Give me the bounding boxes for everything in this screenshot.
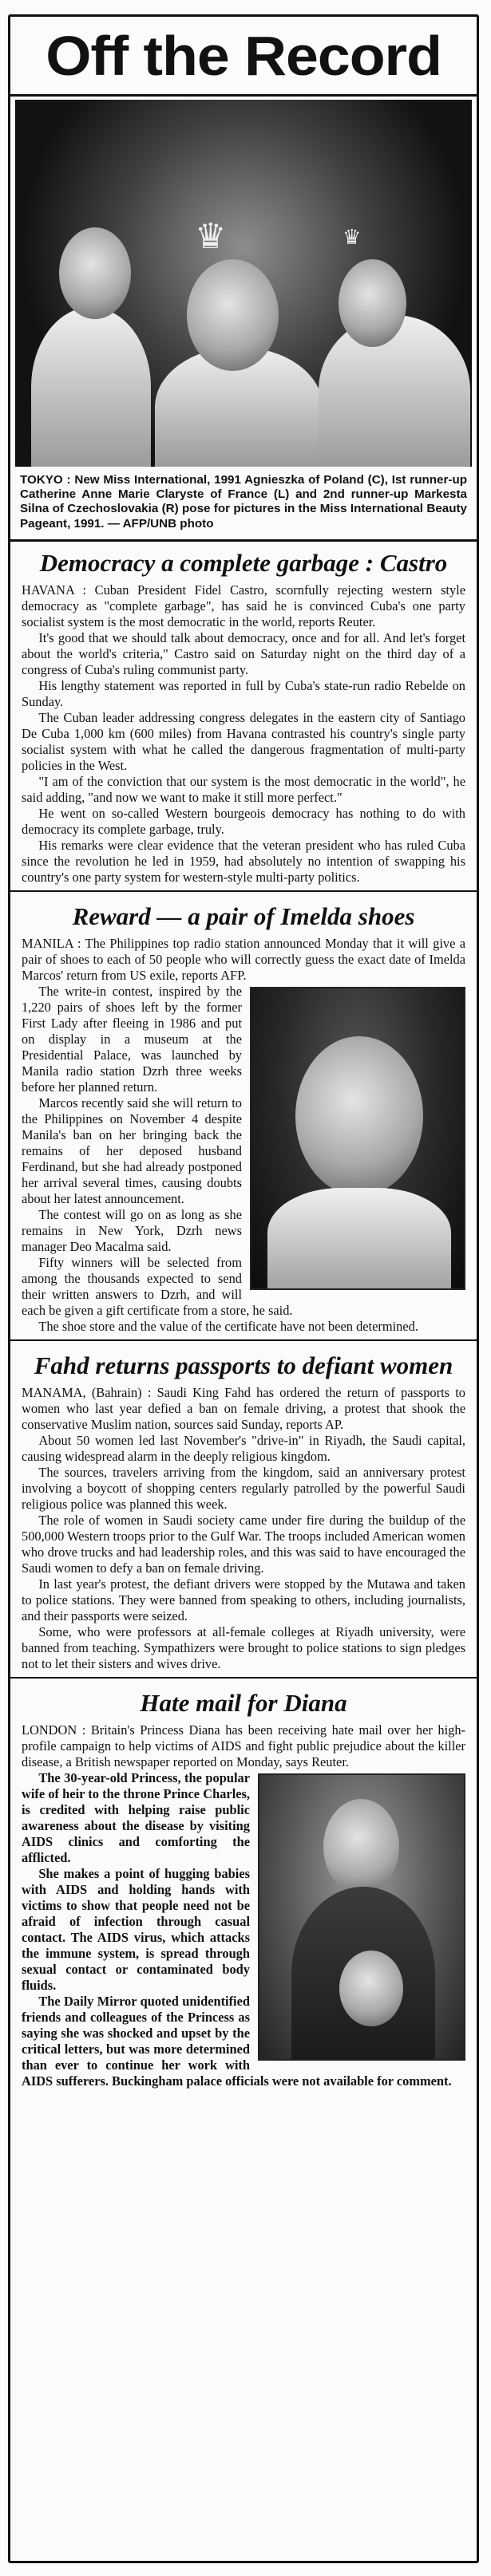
- left-contestant-figure: [31, 307, 151, 467]
- story-body: [10, 582, 477, 886]
- headline: Democracy a complete garbage : Castro: [39, 548, 448, 577]
- paragraph: The write-in contest, inspired by the 1,220 pairs of shoes left by the former First Lady after fleeing in 1986 and put on display in a museum at the Presidential Palace, was launched by Manila radio station Dzrh three weeks before her planned return.: [22, 983, 242, 1095]
- paragraph: Fifty winners will be selected from among the thousands expected to send their written answers to Dzrh, and will each be given a gift certificate from a store, he said.: [22, 1254, 293, 1319]
- paragraph: His remarks were clear evidence that the veteran president who has ruled Cuba since the revolution he led in 1959, had absolutely no intention of swapping his country's one party system for western-style multi-party politics.: [22, 837, 465, 885]
- story-body: [10, 1385, 477, 1672]
- paragraph: The shoe store and the value of the certificate have not been determined.: [38, 1319, 418, 1335]
- paragraph: LONDON : Britain's Princess Diana has been receiving hate mail over her high-profile campaign to help victims of AIDS and fight public prejudice about the killer disease, a British newspaper reported on Monday, says Reuter.: [22, 1722, 465, 1769]
- paragraph: The sources, travelers arriving from the kingdom, said an anniversary protest involving a boycott of shopping centers regularly patrolled by the powerful Saudi religious police was planned this week.: [22, 1464, 465, 1512]
- paragraph: MANAMA, (Bahrain) : Saudi King Fahd has ordered the return of passports to women who last year defied a ban on female driving, a protest that shook the conservative Muslim nation, sources said Sunday, reports AP.: [22, 1384, 465, 1432]
- child-face: [339, 1951, 403, 2026]
- right-contestant-face: [339, 259, 406, 347]
- paragraph: Some, who were professors at all-female colleges at Riyadh university, were banned from teaching. Sympathizers were brought to police stations to sign pledges not to let their sisters and wives drive.: [22, 1624, 465, 1672]
- diana-photo: [258, 1773, 465, 2061]
- paragraph: The Daily Mirror quoted unidentified friends and colleagues of the Princess as saying she was shocked and upset by the critical letters, but was more determined than ever to continue her work with AIDS sufferers. Buckingham palace officials were not available for comment.: [22, 1994, 452, 2089]
- right-contestant-figure: [319, 315, 470, 467]
- center-contestant-face: [187, 259, 279, 371]
- portrait-shoulders: [267, 1188, 451, 1290]
- headline: Fahd returns passports to defiant women: [34, 1351, 453, 1380]
- masthead: [10, 17, 477, 97]
- pageant-photo: [15, 100, 472, 467]
- paragraph: About 50 women led last November's "drive-in" in Riyadh, the Saudi capital, causing widespread alarm in the deeply religious kingdom.: [22, 1432, 465, 1464]
- paragraph: HAVANA : Cuban President Fidel Castro, scornfully rejecting western style democracy as "complete garbage", has said he is convinced Cuba's one party socialist system is the most democratic in the world, reports Reuter.: [22, 582, 465, 629]
- paragraph: The 30-year-old Princess, the popular wife of heir to the throne Prince Charles, is credited with helping raise public awareness about the disease by visiting AIDS clinics and comforting the afflicted.: [22, 1769, 250, 1865]
- headline: Reward — a pair of Imelda shoes: [72, 901, 415, 930]
- paragraph: She makes a point of hugging babies with AIDS and holding hands with victims to show that people need not be afraid of infection through casual contact. The AIDS virus, which attacks the immune system, is spread through sexual contact or contaminated body fluids.: [22, 1865, 250, 1994]
- paragraph: He went on so-called Western bourgeois democracy has nothing to do with democracy its complete garbage, truly.: [22, 805, 465, 837]
- paragraph: Marcos recently said she will return to the Philippines on November 4 despite Manila's ban on her bringing back the remains of her deposed husband Ferdinand, but she had already postponed her arrival several times, causing doubts about her latest announcement.: [22, 1095, 242, 1206]
- story-imelda: [10, 892, 477, 1341]
- paragraph: MANILA : The Philippines top radio station announced Monday that it will give a pair of shoes to each of 50 people who will correctly guess the exact date of Imelda Marcos' return from US exile, reports AFP.: [22, 935, 465, 983]
- story-castro: [10, 542, 477, 892]
- paragraph: The contest will go on as long as she remains in New York, Dzrh news manager Deo Macalma said.: [22, 1206, 242, 1254]
- story-body: [10, 936, 477, 1335]
- paragraph: The Cuban leader addressing congress delegates in the eastern city of Santiago De Cuba 1,000 km (600 miles) from Havana contrasted his country's single party socialist system with what he called the dangerous fragmentation of multi-party policies in the West.: [22, 709, 465, 773]
- headline: Hate mail for Diana: [140, 1689, 347, 1718]
- paragraph: His lengthy statement was reported in full by Cuba's state-run radio Rebelde on Sunday.: [22, 677, 465, 709]
- story-diana: [10, 1679, 477, 2089]
- imelda-portrait-photo: [250, 987, 465, 1290]
- section-title: Off the Record: [46, 24, 442, 87]
- paragraph: It's good that we should talk about democracy, once and for all. And let's forget about the world's criteria," Castro said on Saturday night on the third day of a congress of Cuba's ruling communist party.: [22, 629, 465, 677]
- paragraph: "I am of the conviction that our system is the most democratic in the world", he said adding, "and now we want to make it still more perfect.": [22, 773, 465, 805]
- tiara-icon: ♛: [343, 226, 362, 250]
- left-contestant-face: [59, 227, 131, 319]
- photo-caption: TOKYO : New Miss International, 1991 Agnieszka of Poland (C), Ist runner-up Catherine Anne Marie Claryste of France (L) and 2nd runner-up Markesta Silna of Czechoslovakia (R) pose for pictures in the Miss International Beauty Pageant, 1991. — AFP/UNB photo: [10, 467, 477, 542]
- story-body: [10, 1722, 477, 2089]
- news-clipping: [8, 14, 479, 2563]
- paragraph: In last year's protest, the defiant drivers were stopped by the Mutawa and taken to police stations. They were banned from speaking to others, including journalists, and their passports were seized.: [22, 1576, 465, 1623]
- portrait-face: [295, 1036, 423, 1196]
- story-fahd: [10, 1341, 477, 1679]
- crown-icon: ♛: [195, 216, 227, 257]
- paragraph: The role of women in Saudi society came under fire during the buildup of the 500,000 Western troops prior to the Gulf War. The troops included American women who drove trucks and had leadership roles, and this was said to have encouraged the Saudi women to defy a ban on female driving.: [22, 1512, 465, 1576]
- diana-face: [323, 1799, 399, 1895]
